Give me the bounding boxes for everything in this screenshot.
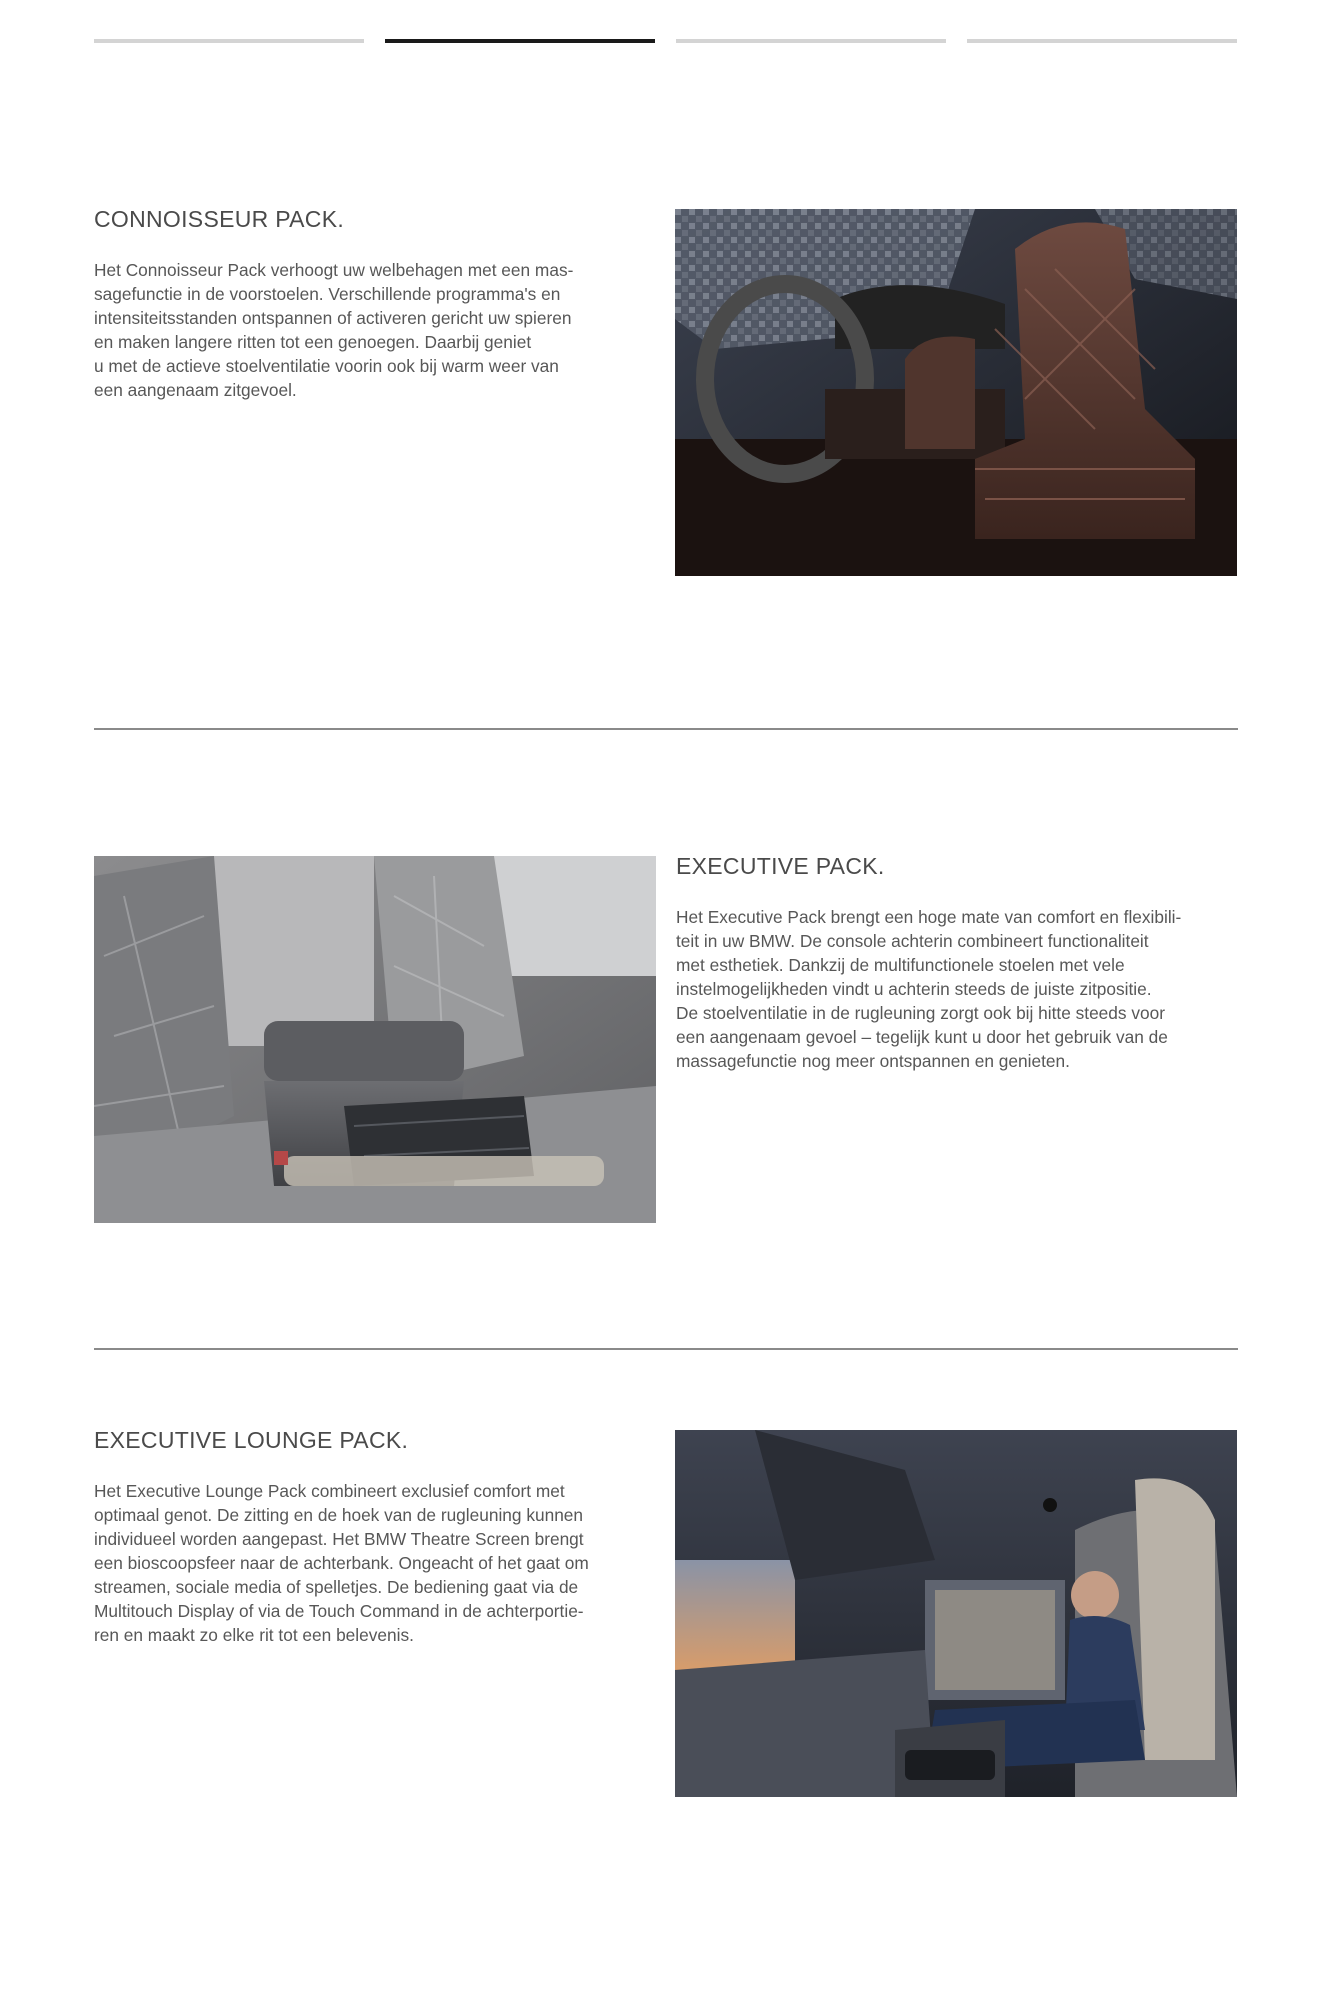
image-rear-theatre-screen (675, 1430, 1237, 1797)
progress-segment-3[interactable] (676, 39, 946, 43)
section-title-executive-lounge: EXECUTIVE LOUNGE PACK. (94, 1427, 409, 1453)
progress-segment-1[interactable] (94, 39, 364, 43)
section-divider-2 (94, 1348, 1238, 1350)
progress-segment-4[interactable] (967, 39, 1237, 43)
section-divider-1 (94, 728, 1238, 730)
page-progress-indicator (94, 39, 1238, 45)
section-title-connoisseur: CONNOISSEUR PACK. (94, 206, 345, 232)
section-body-executive: Het Executive Pack brengt een hoge mate van comfort en flexibili- teit in uw BMW. De console achterin combineert functionaliteit met esthetiek. Dankzij de multifunctionele stoelen met vele instelmogelijkheden vindt u achterin steeds de juiste zitpositie. De stoelventilatie in de rugleuning zorgt ook bij hitte steeds voor een aangenaam gevoel – tegelijk kunt u door het gebruik van de massagefunctie nog meer ontspannen en genieten. (676, 907, 1182, 1071)
section-title-executive: EXECUTIVE PACK. (676, 853, 885, 879)
image-front-seats-massage (675, 209, 1237, 576)
image-rear-console (94, 856, 656, 1223)
progress-segment-2-active[interactable] (385, 39, 655, 43)
section-body-connoisseur: Het Connoisseur Pack verhoogt uw welbehagen met een mas- sagefunctie in de voorstoelen. Verschillende programma's en intensiteitsstanden ontspannen of activeren gericht uw spieren en maken langere ritten tot een genoegen. Daarbij geniet u met de actieve stoelventilatie voorin ook bij warm weer van een aangenaam zitgevoel. (94, 260, 574, 400)
section-body-executive-lounge: Het Executive Lounge Pack combineert exclusief comfort met optimaal genot. De zitting en de hoek van de rugleuning kunnen individueel worden aangepast. Het BMW Theatre Screen brengt een bioscoopsfeer naar de achterbank. Ongeacht of het gaat om streamen, sociale media of spelletjes. De bediening gaat via de Multitouch Display of via de Touch Command in de achterportie- ren en maakt zo elke rit tot een belevenis. (94, 1481, 589, 1645)
